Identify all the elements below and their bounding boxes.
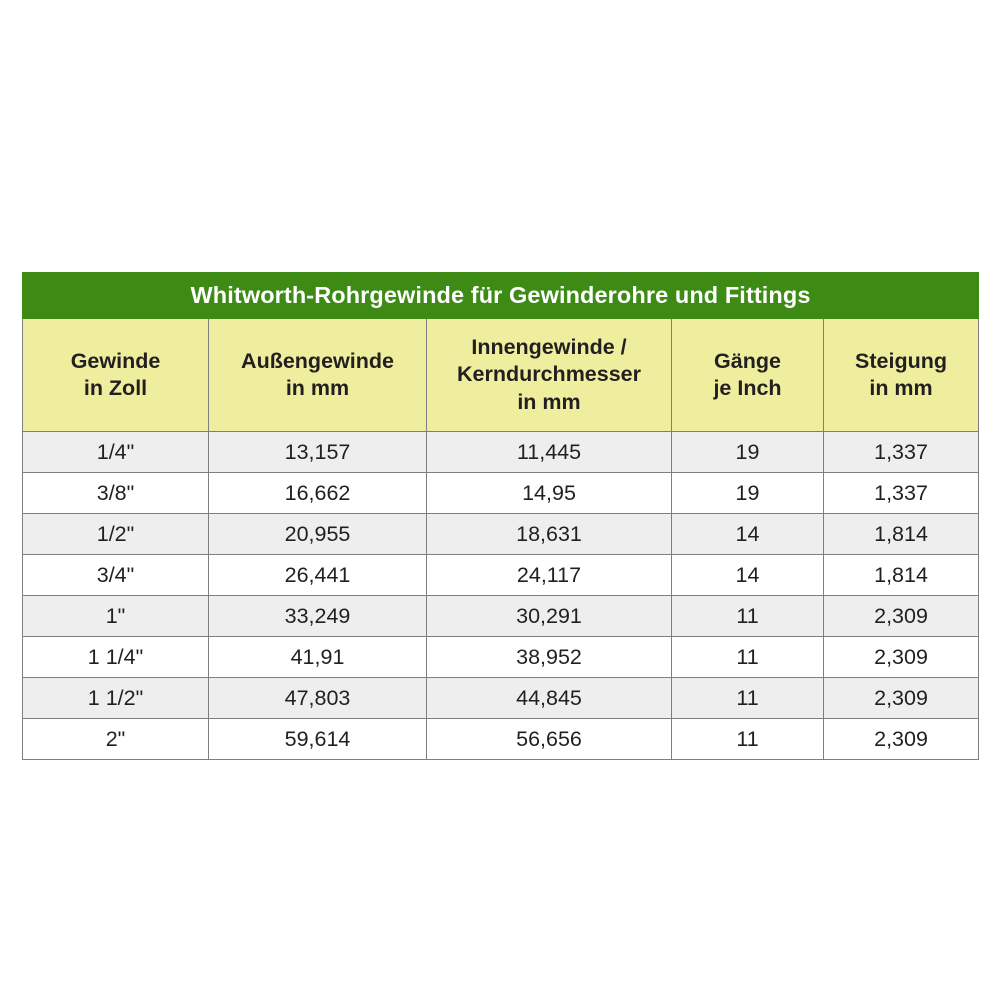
column-header-steigung-line2: in mm [869,376,933,400]
column-header-innengewinde-line1: Innengewinde / [471,335,627,360]
column-header-aussengewinde [209,319,427,432]
cell-gaenge: 19 [672,432,824,473]
column-header-aussengewinde-line1: Außengewinde [241,348,394,373]
cell-gewinde: 1/2" [23,514,209,555]
cell-innengewinde: 38,952 [427,637,672,678]
column-header-gewinde-line2: in Zoll [83,376,148,400]
spec-table-container [22,272,978,760]
cell-gaenge: 19 [672,473,824,514]
column-header-gaenge-line2: je Inch [713,376,782,400]
table-title-row [23,273,979,319]
table-header-row [23,319,979,432]
cell-gaenge: 11 [672,678,824,719]
cell-gewinde: 1 1/2" [23,678,209,719]
column-header-innengewinde-line2: Kerndurchmesser [456,362,642,387]
cell-aussengewinde: 47,803 [209,678,427,719]
cell-aussengewinde: 59,614 [209,719,427,760]
cell-steigung: 2,309 [824,596,979,637]
column-header-gaenge [672,319,824,432]
cell-aussengewinde: 41,91 [209,637,427,678]
cell-innengewinde: 14,95 [427,473,672,514]
column-header-steigung-line1: Steigung [855,348,947,373]
cell-steigung: 2,309 [824,637,979,678]
cell-aussengewinde: 16,662 [209,473,427,514]
cell-steigung: 1,337 [824,432,979,473]
cell-gewinde: 3/8" [23,473,209,514]
cell-innengewinde: 11,445 [427,432,672,473]
table-row [23,555,979,596]
cell-steigung: 1,337 [824,473,979,514]
column-header-innengewinde [427,319,672,432]
whitworth-thread-table [22,272,979,760]
cell-gewinde: 1/4" [23,432,209,473]
cell-gaenge: 14 [672,555,824,596]
cell-innengewinde: 56,656 [427,719,672,760]
cell-innengewinde: 18,631 [427,514,672,555]
column-header-innengewinde-line3: in mm [517,389,581,414]
cell-gaenge: 11 [672,596,824,637]
table-row [23,596,979,637]
cell-innengewinde: 24,117 [427,555,672,596]
cell-steigung: 1,814 [824,514,979,555]
table-title: Whitworth-Rohrgewinde für Gewinderohre und Fittings [23,273,979,319]
column-header-gewinde-line1: Gewinde [70,348,161,373]
cell-gewinde: 1 1/4" [23,637,209,678]
table-row [23,514,979,555]
cell-gaenge: 11 [672,637,824,678]
cell-gewinde: 2" [23,719,209,760]
column-header-gaenge-line1: Gänge [714,348,781,373]
cell-gewinde: 3/4" [23,555,209,596]
cell-gaenge: 14 [672,514,824,555]
table-row [23,719,979,760]
cell-steigung: 2,309 [824,719,979,760]
cell-innengewinde: 44,845 [427,678,672,719]
table-row [23,637,979,678]
cell-gewinde: 1" [23,596,209,637]
cell-gaenge: 11 [672,719,824,760]
cell-aussengewinde: 33,249 [209,596,427,637]
column-header-steigung [824,319,979,432]
table-row [23,678,979,719]
table-row [23,432,979,473]
cell-aussengewinde: 20,955 [209,514,427,555]
cell-innengewinde: 30,291 [427,596,672,637]
column-header-gewinde [23,319,209,432]
table-row [23,473,979,514]
column-header-aussengewinde-line2: in mm [285,376,350,400]
cell-aussengewinde: 26,441 [209,555,427,596]
cell-steigung: 2,309 [824,678,979,719]
cell-aussengewinde: 13,157 [209,432,427,473]
cell-steigung: 1,814 [824,555,979,596]
